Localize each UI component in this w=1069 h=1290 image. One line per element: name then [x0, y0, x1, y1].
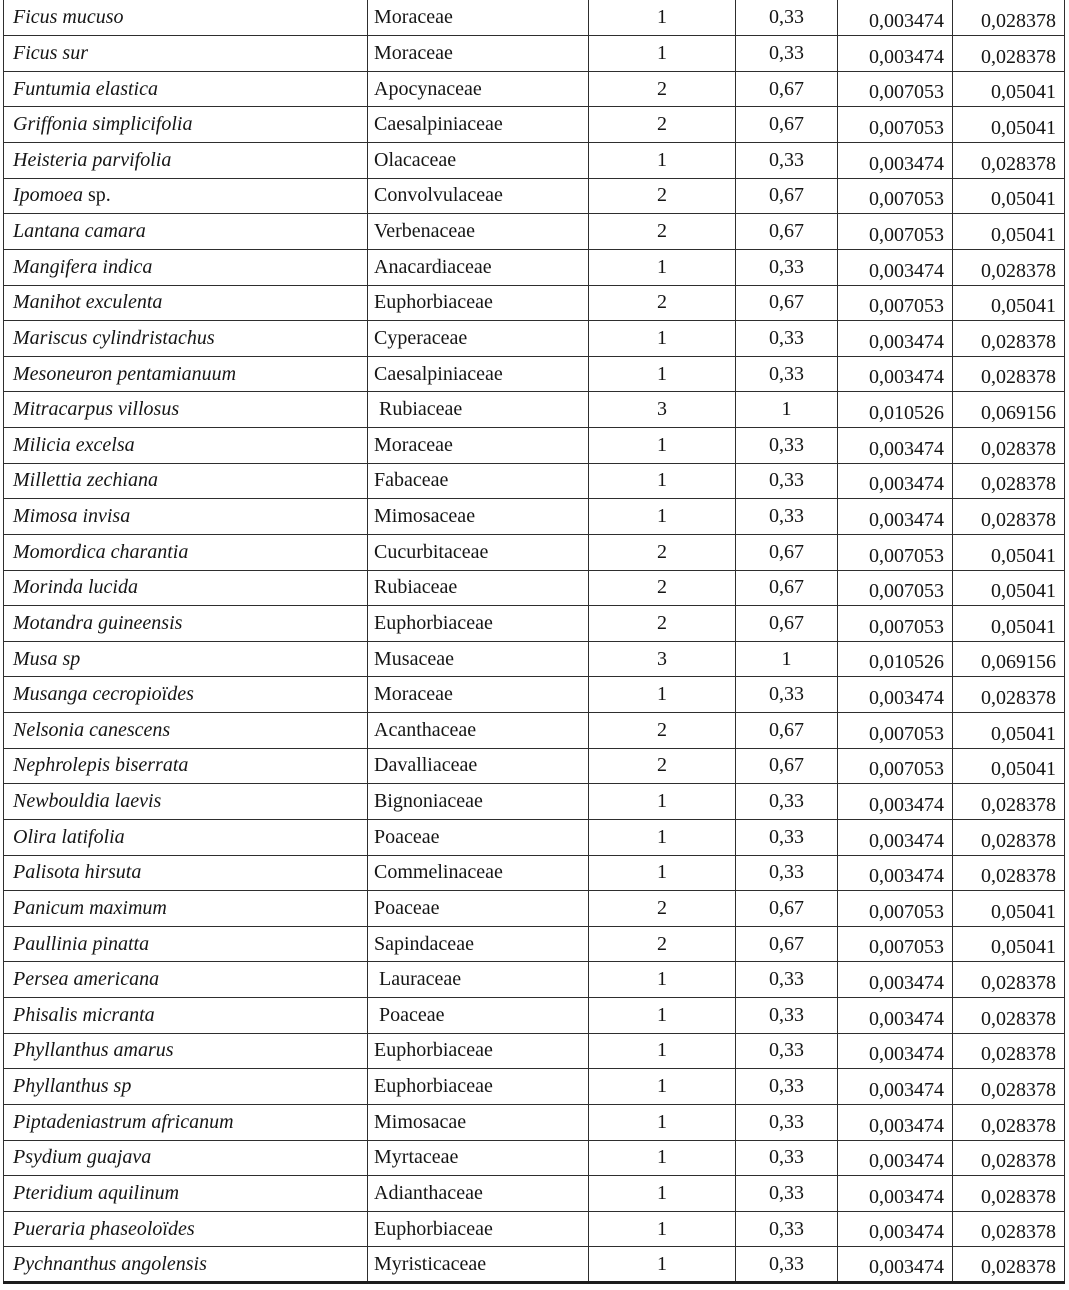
table-row — [4, 713, 1065, 749]
family-cell: Musaceae — [368, 641, 589, 677]
ratio-cell: 0,33 — [736, 819, 838, 855]
species-cell — [4, 214, 368, 250]
species-cell — [4, 891, 368, 927]
table-row — [4, 499, 1065, 535]
value1-cell: 0,003474 — [838, 1211, 953, 1247]
value1-cell: 0,003474 — [838, 321, 953, 357]
ratio-cell: 0,33 — [736, 143, 838, 179]
ratio-cell: 0,33 — [736, 1247, 838, 1283]
family-cell: Cyperaceae — [368, 321, 589, 357]
species-cell — [4, 1033, 368, 1069]
table-row — [4, 570, 1065, 606]
family-cell: Euphorbiaceae — [368, 1033, 589, 1069]
family-cell: Caesalpiniaceae — [368, 356, 589, 392]
species-cell — [4, 1104, 368, 1140]
value2-cell: 0,05041 — [953, 570, 1065, 606]
family-cell: Verbenaceae — [368, 214, 589, 250]
value1-cell: 0,003474 — [838, 1247, 953, 1283]
table-row — [4, 285, 1065, 321]
value1-cell: 0,003474 — [838, 499, 953, 535]
ratio-cell: 0,67 — [736, 214, 838, 250]
count-cell: 3 — [589, 392, 736, 428]
family-cell: Moraceae — [368, 36, 589, 72]
species-cell — [4, 428, 368, 464]
species-name: Palisota hirsuta — [13, 861, 142, 884]
count-cell: 2 — [589, 285, 736, 321]
species-cell — [4, 1176, 368, 1212]
count-cell: 2 — [589, 570, 736, 606]
table-row — [4, 641, 1065, 677]
value1-cell: 0,003474 — [838, 1069, 953, 1105]
value2-cell: 0,05041 — [953, 178, 1065, 214]
value1-cell: 0,007053 — [838, 107, 953, 143]
value1-cell: 0,003474 — [838, 855, 953, 891]
ratio-cell: 0,33 — [736, 356, 838, 392]
species-name: Mariscus cylindristachus — [13, 326, 215, 349]
value2-cell: 0,05041 — [953, 107, 1065, 143]
value2-cell: 0,028378 — [953, 321, 1065, 357]
family-cell: Fabaceae — [368, 463, 589, 499]
count-cell: 1 — [589, 0, 736, 36]
family-cell: Myrtaceae — [368, 1140, 589, 1176]
value1-cell: 0,003474 — [838, 0, 953, 36]
value1-cell: 0,010526 — [838, 641, 953, 677]
table-row — [4, 356, 1065, 392]
family-cell: Olacaceae — [368, 143, 589, 179]
species-cell — [4, 463, 368, 499]
species-table — [3, 0, 1065, 1284]
table-row — [4, 1247, 1065, 1283]
ratio-cell: 0,33 — [736, 249, 838, 285]
family-cell: Apocynaceae — [368, 71, 589, 107]
ratio-cell: 0,33 — [736, 1140, 838, 1176]
ratio-cell: 0,33 — [736, 784, 838, 820]
count-cell: 1 — [589, 249, 736, 285]
ratio-cell: 0,67 — [736, 178, 838, 214]
species-name: Motandra guineensis — [13, 611, 183, 634]
family-cell: Adianthaceae — [368, 1176, 589, 1212]
table-row — [4, 962, 1065, 998]
ratio-cell: 0,67 — [736, 748, 838, 784]
family-cell: Cucurbitaceae — [368, 534, 589, 570]
value1-cell: 0,007053 — [838, 891, 953, 927]
value2-cell: 0,028378 — [953, 1104, 1065, 1140]
species-cell — [4, 1140, 368, 1176]
family-cell: Bignoniaceae — [368, 784, 589, 820]
family-cell: Rubiaceae — [368, 570, 589, 606]
ratio-cell: 0,33 — [736, 1104, 838, 1140]
count-cell: 2 — [589, 534, 736, 570]
value1-cell: 0,007053 — [838, 748, 953, 784]
species-cell — [4, 534, 368, 570]
family-cell: Sapindaceae — [368, 926, 589, 962]
species-name: Milicia excelsa — [13, 433, 135, 456]
value2-cell: 0,05041 — [953, 534, 1065, 570]
species-name: Mitracarpus villosus — [13, 398, 180, 421]
species-name: Psydium guajava — [13, 1146, 152, 1169]
species-cell — [4, 855, 368, 891]
family-cell: Moraceae — [368, 0, 589, 36]
count-cell: 3 — [589, 641, 736, 677]
species-cell — [4, 606, 368, 642]
table-row — [4, 855, 1065, 891]
species-cell — [4, 178, 368, 214]
ratio-cell: 0,33 — [736, 677, 838, 713]
ratio-cell: 1 — [736, 392, 838, 428]
count-cell: 1 — [589, 143, 736, 179]
species-cell — [4, 1069, 368, 1105]
count-cell: 2 — [589, 926, 736, 962]
count-cell: 1 — [589, 428, 736, 464]
species-name: Ficus sur — [13, 41, 88, 64]
ratio-cell: 0,33 — [736, 428, 838, 464]
table-row — [4, 998, 1065, 1034]
value2-cell: 0,05041 — [953, 926, 1065, 962]
count-cell: 1 — [589, 1211, 736, 1247]
species-cell — [4, 748, 368, 784]
species-name: Piptadeniastrum africanum — [13, 1110, 234, 1133]
family-cell: Commelinaceae — [368, 855, 589, 891]
species-name: Funtumia elastica — [13, 77, 158, 100]
count-cell: 1 — [589, 499, 736, 535]
value2-cell: 0,028378 — [953, 1140, 1065, 1176]
value1-cell: 0,003474 — [838, 36, 953, 72]
species-name: Paullinia pinatta — [13, 932, 150, 955]
ratio-cell: 0,67 — [736, 606, 838, 642]
species-cell — [4, 285, 368, 321]
ratio-cell: 0,33 — [736, 0, 838, 36]
species-cell — [4, 962, 368, 998]
value2-cell: 0,028378 — [953, 249, 1065, 285]
species-cell — [4, 0, 368, 36]
value2-cell: 0,028378 — [953, 499, 1065, 535]
value1-cell: 0,007053 — [838, 178, 953, 214]
count-cell: 1 — [589, 356, 736, 392]
value1-cell: 0,003474 — [838, 428, 953, 464]
table-row — [4, 178, 1065, 214]
family-cell: Anacardiaceae — [368, 249, 589, 285]
value2-cell: 0,028378 — [953, 819, 1065, 855]
species-name: Mangifera indica — [13, 255, 153, 278]
count-cell: 2 — [589, 713, 736, 749]
value2-cell: 0,028378 — [953, 1247, 1065, 1283]
count-cell: 1 — [589, 321, 736, 357]
family-cell: Caesalpiniaceae — [368, 107, 589, 143]
ratio-cell: 0,33 — [736, 463, 838, 499]
value1-cell: 0,003474 — [838, 784, 953, 820]
ratio-cell: 0,33 — [736, 1211, 838, 1247]
species-cell — [4, 1247, 368, 1283]
ratio-cell: 0,33 — [736, 962, 838, 998]
value1-cell: 0,007053 — [838, 71, 953, 107]
species-cell — [4, 926, 368, 962]
value2-cell: 0,069156 — [953, 641, 1065, 677]
family-cell: Davalliaceae — [368, 748, 589, 784]
species-name: Newbouldia laevis — [13, 790, 162, 813]
table-row — [4, 1033, 1065, 1069]
count-cell: 1 — [589, 1033, 736, 1069]
species-name: Phisalis micranta — [13, 1003, 155, 1026]
family-cell: Euphorbiaceae — [368, 1211, 589, 1247]
value2-cell: 0,028378 — [953, 998, 1065, 1034]
count-cell: 1 — [589, 998, 736, 1034]
species-cell — [4, 641, 368, 677]
species-name: Nelsonia canescens — [13, 718, 171, 741]
family-cell: Euphorbiaceae — [368, 285, 589, 321]
species-cell — [4, 570, 368, 606]
count-cell: 1 — [589, 1104, 736, 1140]
value1-cell: 0,007053 — [838, 606, 953, 642]
count-cell: 1 — [589, 36, 736, 72]
table-row — [4, 36, 1065, 72]
value1-cell: 0,010526 — [838, 392, 953, 428]
count-cell: 1 — [589, 1247, 736, 1283]
count-cell: 1 — [589, 677, 736, 713]
table-row — [4, 1104, 1065, 1140]
value2-cell: 0,05041 — [953, 214, 1065, 250]
value1-cell: 0,003474 — [838, 356, 953, 392]
species-cell — [4, 998, 368, 1034]
species-name: Persea americana — [13, 968, 160, 991]
species-name: Olira latifolia — [13, 825, 125, 848]
table-row — [4, 463, 1065, 499]
family-cell: Euphorbiaceae — [368, 606, 589, 642]
ratio-cell: 1 — [736, 641, 838, 677]
table-row — [4, 71, 1065, 107]
family-cell: Mimosaceae — [368, 499, 589, 535]
value2-cell: 0,028378 — [953, 1176, 1065, 1212]
species-cell — [4, 784, 368, 820]
species-name: Mesoneuron pentamianuum — [13, 362, 237, 385]
species-suffix: sp. — [82, 184, 111, 207]
table-row — [4, 321, 1065, 357]
value2-cell: 0,069156 — [953, 392, 1065, 428]
family-cell: Mimosacae — [368, 1104, 589, 1140]
ratio-cell: 0,67 — [736, 71, 838, 107]
ratio-cell: 0,33 — [736, 998, 838, 1034]
value2-cell: 0,028378 — [953, 1211, 1065, 1247]
value2-cell: 0,05041 — [953, 606, 1065, 642]
ratio-cell: 0,67 — [736, 107, 838, 143]
count-cell: 2 — [589, 891, 736, 927]
value2-cell: 0,05041 — [953, 285, 1065, 321]
family-cell: Moraceae — [368, 677, 589, 713]
table-row — [4, 784, 1065, 820]
species-name: Pteridium aquilinum — [13, 1181, 180, 1204]
value1-cell: 0,003474 — [838, 143, 953, 179]
value1-cell: 0,003474 — [838, 1140, 953, 1176]
table-row — [4, 1211, 1065, 1247]
table-row — [4, 0, 1065, 36]
value2-cell: 0,028378 — [953, 1069, 1065, 1105]
value2-cell: 0,028378 — [953, 143, 1065, 179]
species-name: Ficus mucuso — [13, 6, 124, 29]
species-cell — [4, 392, 368, 428]
ratio-cell: 0,33 — [736, 321, 838, 357]
count-cell: 1 — [589, 962, 736, 998]
ratio-cell: 0,67 — [736, 926, 838, 962]
table-row — [4, 143, 1065, 179]
species-cell — [4, 107, 368, 143]
species-name: Morinda lucida — [13, 576, 138, 599]
value2-cell: 0,028378 — [953, 962, 1065, 998]
species-name: Pueraria phaseoloïdes — [13, 1217, 195, 1240]
value2-cell: 0,028378 — [953, 784, 1065, 820]
species-name: Pychnanthus angolensis — [13, 1252, 207, 1275]
count-cell: 1 — [589, 1069, 736, 1105]
table-row — [4, 819, 1065, 855]
ratio-cell: 0,33 — [736, 855, 838, 891]
table-row — [4, 214, 1065, 250]
count-cell: 1 — [589, 855, 736, 891]
ratio-cell: 0,67 — [736, 713, 838, 749]
family-cell: Poaceae — [368, 998, 589, 1034]
value1-cell: 0,003474 — [838, 1176, 953, 1212]
value2-cell: 0,028378 — [953, 428, 1065, 464]
count-cell: 2 — [589, 178, 736, 214]
value1-cell: 0,003474 — [838, 819, 953, 855]
value2-cell: 0,028378 — [953, 855, 1065, 891]
value1-cell: 0,003474 — [838, 677, 953, 713]
ratio-cell: 0,33 — [736, 1176, 838, 1212]
count-cell: 2 — [589, 214, 736, 250]
table-row — [4, 891, 1065, 927]
species-cell — [4, 356, 368, 392]
value2-cell: 0,05041 — [953, 71, 1065, 107]
ratio-cell: 0,33 — [736, 1069, 838, 1105]
value1-cell: 0,007053 — [838, 214, 953, 250]
species-name: Momordica charantia — [13, 540, 189, 563]
species-cell — [4, 249, 368, 285]
value1-cell: 0,003474 — [838, 1033, 953, 1069]
species-name: Panicum maximum — [13, 896, 167, 919]
value2-cell: 0,028378 — [953, 677, 1065, 713]
ratio-cell: 0,33 — [736, 499, 838, 535]
species-cell — [4, 36, 368, 72]
family-cell: Convolvulaceae — [368, 178, 589, 214]
value2-cell: 0,05041 — [953, 713, 1065, 749]
table-row — [4, 1176, 1065, 1212]
species-name: Griffonia simplicifolia — [13, 113, 193, 136]
count-cell: 2 — [589, 107, 736, 143]
count-cell: 1 — [589, 1176, 736, 1212]
species-cell — [4, 321, 368, 357]
value1-cell: 0,007053 — [838, 534, 953, 570]
value1-cell: 0,003474 — [838, 998, 953, 1034]
ratio-cell: 0,67 — [736, 570, 838, 606]
family-cell: Lauraceae — [368, 962, 589, 998]
ratio-cell: 0,67 — [736, 534, 838, 570]
table-row — [4, 107, 1065, 143]
family-cell: Acanthaceae — [368, 713, 589, 749]
family-cell: Euphorbiaceae — [368, 1069, 589, 1105]
species-cell — [4, 499, 368, 535]
table-row — [4, 926, 1065, 962]
ratio-cell: 0,33 — [736, 1033, 838, 1069]
ratio-cell: 0,33 — [736, 36, 838, 72]
value2-cell: 0,028378 — [953, 0, 1065, 36]
value2-cell: 0,028378 — [953, 463, 1065, 499]
count-cell: 1 — [589, 463, 736, 499]
table-row — [4, 392, 1065, 428]
value1-cell: 0,003474 — [838, 249, 953, 285]
value1-cell: 0,007053 — [838, 570, 953, 606]
family-cell: Myristicaceae — [368, 1247, 589, 1283]
ratio-cell: 0,67 — [736, 891, 838, 927]
species-cell — [4, 71, 368, 107]
value2-cell: 0,05041 — [953, 891, 1065, 927]
species-cell — [4, 143, 368, 179]
ratio-cell: 0,67 — [736, 285, 838, 321]
family-cell: Rubiaceae — [368, 392, 589, 428]
value1-cell: 0,003474 — [838, 1104, 953, 1140]
table-row — [4, 606, 1065, 642]
value2-cell: 0,028378 — [953, 356, 1065, 392]
table-row — [4, 534, 1065, 570]
species-cell — [4, 819, 368, 855]
value2-cell: 0,028378 — [953, 36, 1065, 72]
count-cell: 2 — [589, 748, 736, 784]
species-name: Mimosa invisa — [13, 505, 131, 528]
count-cell: 2 — [589, 71, 736, 107]
species-name: Ipomoea — [13, 184, 83, 207]
table-row — [4, 1140, 1065, 1176]
value1-cell: 0,007053 — [838, 926, 953, 962]
value2-cell: 0,05041 — [953, 748, 1065, 784]
value2-cell: 0,028378 — [953, 1033, 1065, 1069]
species-cell — [4, 677, 368, 713]
species-name: Musanga cecropioïdes — [13, 683, 194, 706]
table-row — [4, 428, 1065, 464]
table-row — [4, 677, 1065, 713]
value1-cell: 0,007053 — [838, 713, 953, 749]
species-name: Manihot exculenta — [13, 291, 163, 314]
species-cell — [4, 1211, 368, 1247]
value1-cell: 0,003474 — [838, 962, 953, 998]
family-cell: Moraceae — [368, 428, 589, 464]
species-name: Nephrolepis biserrata — [13, 754, 189, 777]
species-name: Millettia zechiana — [13, 469, 158, 492]
count-cell: 2 — [589, 606, 736, 642]
species-name: Musa sp — [13, 647, 81, 670]
species-cell — [4, 713, 368, 749]
family-cell: Poaceae — [368, 819, 589, 855]
table-row — [4, 249, 1065, 285]
table-row — [4, 748, 1065, 784]
family-cell: Poaceae — [368, 891, 589, 927]
count-cell: 1 — [589, 819, 736, 855]
count-cell: 1 — [589, 784, 736, 820]
species-name: Phyllanthus sp — [13, 1075, 132, 1098]
count-cell: 1 — [589, 1140, 736, 1176]
table-row — [4, 1069, 1065, 1105]
value1-cell: 0,003474 — [838, 463, 953, 499]
species-name: Heisteria parvifolia — [13, 148, 172, 171]
species-name: Phyllanthus amarus — [13, 1039, 174, 1062]
species-name: Lantana camara — [13, 220, 146, 243]
value1-cell: 0,007053 — [838, 285, 953, 321]
